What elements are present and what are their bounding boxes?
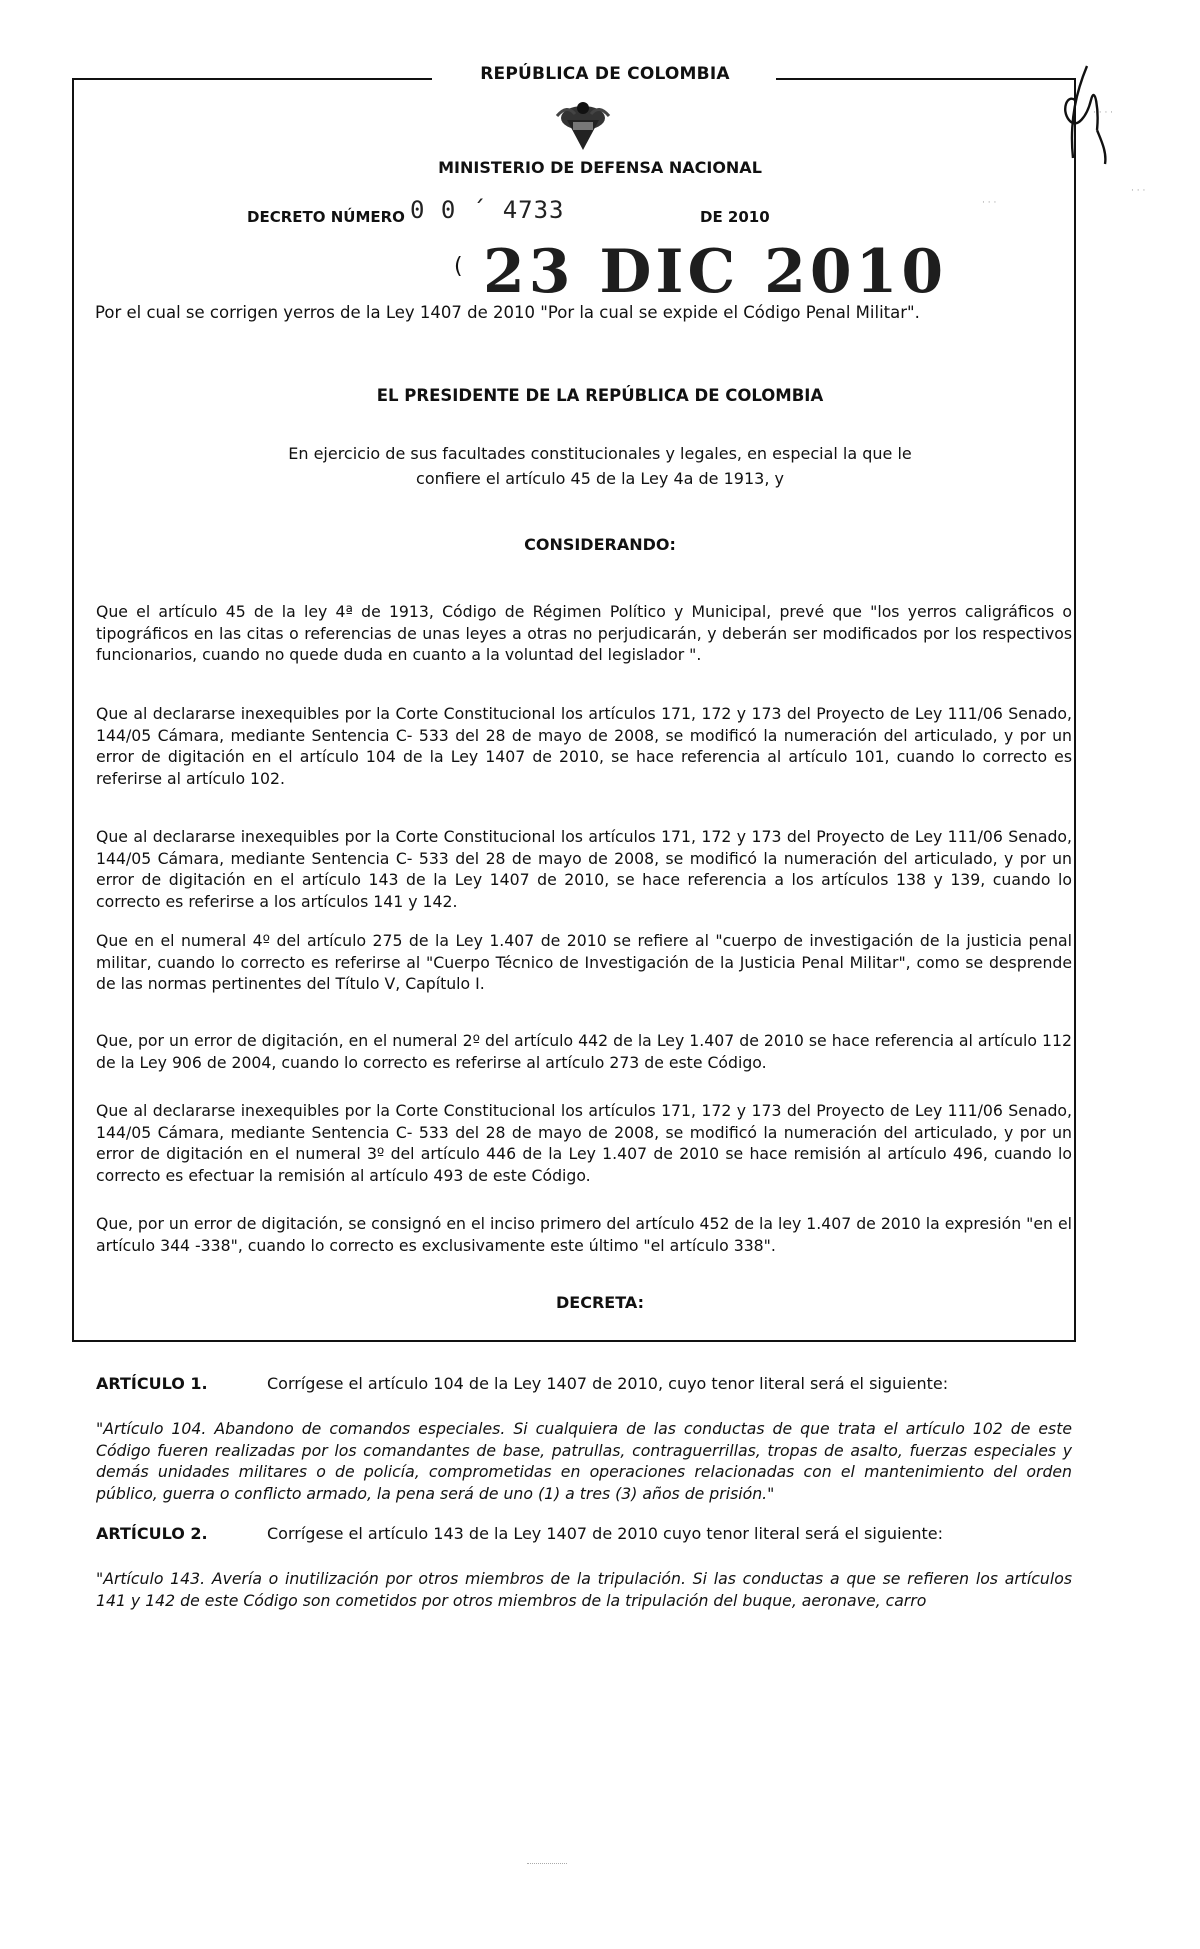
scan-speck: · · · xyxy=(1131,186,1146,196)
consideration-1: Que el artículo 45 de la ley 4ª de 1913, Código de Régimen Político y Municipal, prevé que "los yerros caligráficos o tipográficos en las citas o referencias de unas leyes a otras no perjudicarán, y deberán ser modificados por los respectivos funcionarios, cuando no quede duda en cuanto a la voluntad del legislador ". xyxy=(96,602,1072,664)
consideration-5: Que, por un error de digitación, en el numeral 2º del artículo 442 de la Ley 1.407 de 2010 se hace referencia al artículo 112 de la Ley 906 de 2004, cuando lo correcto es referirse al artículo 273 de este Código. xyxy=(96,1031,1072,1072)
consideration-3: Que al declararse inexequibles por la Corte Constitucional los artículos 171, 172 y 173 del Proyecto de Ley 111/06 Senado, 144/05 Cámara, mediante Sentencia C- 533 del 28 de mayo de 2008, se modificó la numeración del articulado, y por un error de digitación en el artículo 143 de la Ley 1407 de 2010, se hace referencia a los artículos 138 y 139, cuando lo correcto es referirse a los artículos 141 y 142. xyxy=(96,827,1072,911)
decree-year: DE 2010 xyxy=(700,208,770,226)
consideration-2: Que al declararse inexequibles por la Corte Constitucional los artículos 171, 172 y 173 del Proyecto de Ley 111/06 Senado, 144/05 Cámara, mediante Sentencia C- 533 del 28 de mayo de 2008, se modificó la numeración del articulado, y por un error de digitación en el artículo 104 de la Ley 1407 de 2010, se hace referencia al artículo 101, cuando lo correcto es referirse al artículo 102. xyxy=(96,704,1072,788)
article-2-quote: "Artículo 143. Avería o inutilización por otros miembros de la tripulación. Si las conductas a que se refieren los artículos 141 y 142 de este Código son cometidos por otros miembros de la tripulación del buque, aeronave, carro xyxy=(96,1569,1072,1610)
article-2-label: ARTÍCULO 2. xyxy=(96,1524,208,1543)
article-1-label: ARTÍCULO 1. xyxy=(96,1374,208,1393)
header-rule-right xyxy=(776,78,1076,80)
president-heading: EL PRESIDENTE DE LA REPÚBLICA DE COLOMBIA xyxy=(376,386,824,405)
scan-speck: · · · xyxy=(982,198,997,208)
ministry-title: MINISTERIO DE DEFENSA NACIONAL xyxy=(438,158,762,177)
article-1-quote: "Artículo 104. Abandono de comandos especiales. Si cualquiera de las conductas de que trata el artículo 102 de este Código fueren realizadas por los comandantes de base, patrullas, contraguerrillas, tropas de asalto, fuerzas especiales y demás unidades militares o de policía, comprometidas en operaciones relacionadas con el mantenimiento del orden público, guerra o conflicto armado, la pena será de uno (1) a tres (3) años de prisión." xyxy=(96,1419,1072,1503)
republic-title: REPÚBLICA DE COLOMBIA xyxy=(480,64,730,84)
coat-of-arms-icon xyxy=(553,96,613,154)
decree-number: 0 0 ´ 4733 xyxy=(410,196,565,224)
date-stamp: 23 DIC 2010 xyxy=(483,237,948,307)
powers-line-1: En ejercicio de sus facultades constitucionales y legales, en especial la que le xyxy=(288,444,912,463)
article-1-intro: Corrígese el artículo 104 de la Ley 1407 de 2010, cuyo tenor literal será el siguiente: xyxy=(267,1374,949,1393)
decree-heading: DECRETA: xyxy=(556,1293,644,1312)
consideration-6: Que al declararse inexequibles por la Corte Constitucional los artículos 171, 172 y 173 del Proyecto de Ley 111/06 Senado, 144/05 Cámara, mediante Sentencia C- 533 del 28 de mayo de 2008, se modificó la numeración del articulado, y por un error de digitación en el numeral 3º del artículo 446 de la Ley 1.407 de 2010 se hace remisión al artículo 496, cuando lo correcto es efectuar la remisión al artículo 493 de este Código. xyxy=(96,1101,1072,1185)
header-rule-left xyxy=(72,78,432,80)
consideration-4: Que en el numeral 4º del artículo 275 de la Ley 1.407 de 2010 se refiere al "cuerpo de investigación de la justicia penal militar, cuando lo correcto es referirse al "Cuerpo Técnico de Investigación de la Justicia Penal Militar", como se desprende de las normas pertinentes del Título V, Capítulo I. xyxy=(96,931,1072,993)
consideration-7: Que, por un error de digitación, se consignó en el inciso primero del artículo 452 de la ley 1.407 de 2010 la expresión "en el artículo 344 -338", cuando lo correcto es exclusivamente este último "el artículo 338". xyxy=(96,1214,1072,1255)
powers-line-2: confiere el artículo 45 de la Ley 4a de 1913, y xyxy=(416,469,784,488)
decree-label: DECRETO NÚMERO xyxy=(247,208,405,226)
stamp-paren: ( xyxy=(454,254,463,279)
article-2-intro: Corrígese el artículo 143 de la Ley 1407 de 2010 cuyo tenor literal será el siguiente: xyxy=(267,1524,944,1543)
scan-speck: · · · · xyxy=(1093,108,1114,118)
considering-heading: CONSIDERANDO: xyxy=(524,535,676,554)
footer-mark xyxy=(527,1863,567,1864)
decree-subject: Por el cual se corrigen yerros de la Ley 1407 de 2010 "Por la cual se expide el Código Penal Militar". xyxy=(95,303,920,322)
